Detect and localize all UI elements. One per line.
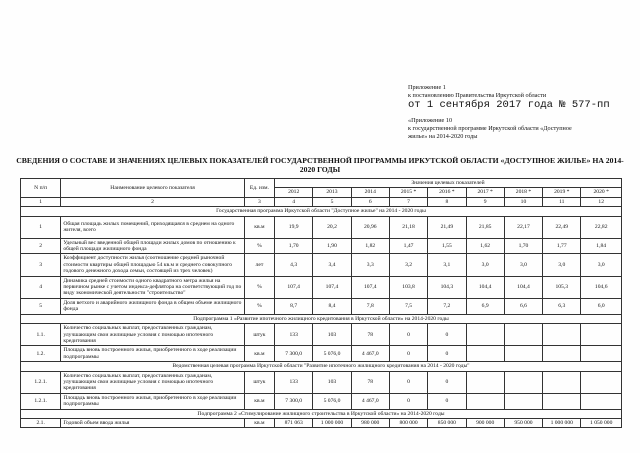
column-numbers-row xyxy=(21,197,622,206)
column-number-cell: 10 xyxy=(504,197,542,206)
indicator-name: Общая площадь жилых помещений, приходящаяся в среднем на одного жителя, всего xyxy=(61,216,244,238)
value-cell: 1,70 xyxy=(504,238,542,254)
value-cell: 0 xyxy=(428,324,466,346)
table-header-row xyxy=(21,179,622,188)
section-title: Государственная программа Иркутской области "Доступное жилье" на 2014 - 2020 годы xyxy=(21,207,622,216)
year-header-cell: 2017 * xyxy=(466,188,504,197)
unit-cell: кв.м xyxy=(244,418,274,427)
column-number-cell: 9 xyxy=(466,197,504,206)
decree-reference: к постановлению Правительства Иркутской области xyxy=(408,92,547,99)
table-row xyxy=(21,346,622,362)
value-cell: 871 063 xyxy=(275,418,313,427)
year-header-cell: 2015 * xyxy=(389,188,427,197)
value-cell: 7,2 xyxy=(428,298,466,314)
value-cell xyxy=(504,324,542,346)
value-cell: 22,17 xyxy=(504,216,542,238)
value-cell: 1,84 xyxy=(581,238,622,254)
value-cell: 7 300,0 xyxy=(275,393,313,409)
table-row xyxy=(21,238,622,254)
unit-cell: % xyxy=(244,276,274,298)
section-title: Подпрограмма 2 «Стимулирование жилищного строительства в Иркутской области» на 2014-2020 годы xyxy=(21,409,622,418)
header-unit: Ед. изм. xyxy=(244,179,274,198)
value-cell: 1,90 xyxy=(313,238,351,254)
indicator-name: Удельный вес введенной общей площади жилых домов по отношению к общей площади жилищного фонда xyxy=(61,238,244,254)
value-cell: 1 000 000 xyxy=(543,418,581,427)
value-cell: 7,5 xyxy=(389,298,427,314)
unit-cell: % xyxy=(244,298,274,314)
value-cell: 4 467,0 xyxy=(351,346,389,362)
value-cell: 0 xyxy=(389,346,427,362)
value-cell: 850 000 xyxy=(428,418,466,427)
indicator-name: Площадь вновь построенного жилья, приобретенного в ходе реализации подпрограммы xyxy=(61,346,244,362)
value-cell: 1,70 xyxy=(275,238,313,254)
column-number-cell: 1 xyxy=(21,197,61,206)
value-cell xyxy=(466,393,504,409)
section-row xyxy=(21,362,622,371)
value-cell: 8,7 xyxy=(275,298,313,314)
unit-cell: кв.м xyxy=(244,393,274,409)
value-cell: 950 000 xyxy=(504,418,542,427)
unit-cell: кв.м xyxy=(244,216,274,238)
value-cell: 107,4 xyxy=(275,276,313,298)
header-name: Наименование целевого показателя xyxy=(61,179,244,198)
column-number-cell: 12 xyxy=(581,197,622,206)
value-cell xyxy=(504,371,542,393)
value-cell xyxy=(543,346,581,362)
column-number-cell: 8 xyxy=(428,197,466,206)
value-cell: 103,8 xyxy=(389,276,427,298)
table-row xyxy=(21,371,622,393)
table-row xyxy=(21,276,622,298)
value-cell: 103 xyxy=(313,371,351,393)
value-cell: 0 xyxy=(428,371,466,393)
value-cell: 22,82 xyxy=(581,216,622,238)
value-cell: 3,1 xyxy=(428,254,466,276)
value-cell: 1 000 000 xyxy=(313,418,351,427)
value-cell: 0 xyxy=(389,324,427,346)
row-number: 4 xyxy=(21,276,61,298)
value-cell xyxy=(504,346,542,362)
appendix10-label: «Приложение 10 xyxy=(408,117,453,124)
indicator-name: Количество социальных выплат, предоставленных гражданам, улучшающим свои жилищные условия с помощью ипотечного кредитования xyxy=(61,324,244,346)
value-cell: 133 xyxy=(275,371,313,393)
year-header-cell: 2020 * xyxy=(581,188,622,197)
value-cell: 800 000 xyxy=(389,418,427,427)
table-row xyxy=(21,254,622,276)
value-cell xyxy=(581,371,622,393)
table-row xyxy=(21,324,622,346)
program-reference: к государственной программе Иркутской области «Доступное xyxy=(408,125,572,132)
value-cell: 0 xyxy=(389,393,427,409)
value-cell xyxy=(581,324,622,346)
approval-header xyxy=(408,84,628,141)
value-cell xyxy=(581,393,622,409)
value-cell xyxy=(581,346,622,362)
row-number: 1.2.1. xyxy=(21,393,61,409)
value-cell: 980 000 xyxy=(351,418,389,427)
row-number: 5 xyxy=(21,298,61,314)
column-number-cell: 6 xyxy=(351,197,389,206)
value-cell: 3,0 xyxy=(581,254,622,276)
unit-cell: % xyxy=(244,238,274,254)
decree-date-stamp: от 1 сентября 2017 года № 577-пп xyxy=(408,99,610,111)
section-row xyxy=(21,207,622,216)
value-cell: 6,9 xyxy=(466,298,504,314)
value-cell: 1,77 xyxy=(543,238,581,254)
unit-cell: кв.м xyxy=(244,346,274,362)
column-number-cell: 2 xyxy=(61,197,244,206)
indicator-name: Доля ветхого и аварийного жилищного фонда в общем объеме жилищного фонда xyxy=(61,298,244,314)
indicator-name: Динамика средней стоимости одного квадратного метра жилья на первичном рынке с учетом индекса-дефлятора на соответствующий год по виду экономической деятельности "строительство" xyxy=(61,276,244,298)
year-header-cell: 2012 xyxy=(275,188,313,197)
value-cell: 6,6 xyxy=(504,298,542,314)
value-cell: 3,0 xyxy=(504,254,542,276)
column-number-cell: 7 xyxy=(389,197,427,206)
value-cell: 107,4 xyxy=(313,276,351,298)
value-cell xyxy=(466,371,504,393)
value-cell: 5 076,0 xyxy=(313,346,351,362)
value-cell: 105,3 xyxy=(543,276,581,298)
value-cell: 6,0 xyxy=(581,298,622,314)
section-row xyxy=(21,409,622,418)
year-header-cell: 2014 xyxy=(351,188,389,197)
year-header-cell: 2016 * xyxy=(428,188,466,197)
row-number: 3 xyxy=(21,254,61,276)
indicator-name: Коэффициент доступности жилья (соотношение средней рыночной стоимости квартиры общей площадью 54 кв.м и среднего совокупного годового денежного дохода семьи, состоящей из трех человек) xyxy=(61,254,244,276)
value-cell: 21,49 xyxy=(428,216,466,238)
value-cell: 0 xyxy=(428,393,466,409)
value-cell: 20,96 xyxy=(351,216,389,238)
section-title: Подпрограмма 1 «Развитие ипотечного жилищного кредитования в Иркутской области» на 2014-2020 годы xyxy=(21,314,622,323)
value-cell: 104,3 xyxy=(428,276,466,298)
value-cell: 78 xyxy=(351,324,389,346)
value-cell xyxy=(504,393,542,409)
row-number: 1 xyxy=(21,216,61,238)
value-cell xyxy=(543,324,581,346)
row-number: 1.2.1. xyxy=(21,371,61,393)
value-cell: 133 xyxy=(275,324,313,346)
row-number: 1.1. xyxy=(21,324,61,346)
value-cell: 3,3 xyxy=(351,254,389,276)
value-cell xyxy=(543,371,581,393)
column-number-cell: 5 xyxy=(313,197,351,206)
value-cell: 78 xyxy=(351,371,389,393)
value-cell: 104,6 xyxy=(581,276,622,298)
value-cell: 4 467,0 xyxy=(351,393,389,409)
document-title: СВЕДЕНИЯ О СОСТАВЕ И ЗНАЧЕНИЯХ ЦЕЛЕВЫХ ПОКАЗАТЕЛЕЙ ГОСУДАРСТВЕННОЙ ПРОГРАММЫ ИРКУТСКОЙ ОБЛАСТИ «ДОСТУПНОЕ ЖИЛЬЕ» НА 2014-2020 ГОДЫ xyxy=(16,156,624,174)
value-cell: 3,4 xyxy=(313,254,351,276)
value-cell: 103 xyxy=(313,324,351,346)
value-cell: 107,4 xyxy=(351,276,389,298)
row-number: 2 xyxy=(21,238,61,254)
value-cell: 3,0 xyxy=(466,254,504,276)
value-cell: 900 000 xyxy=(466,418,504,427)
value-cell: 21,85 xyxy=(466,216,504,238)
value-cell: 104,4 xyxy=(466,276,504,298)
value-cell: 1 050 000 xyxy=(581,418,622,427)
value-cell: 0 xyxy=(389,371,427,393)
indicator-name: Количество социальных выплат, предоставленных гражданам, улучшающим свои жилищные условия с помощью ипотечного кредитования xyxy=(61,371,244,393)
value-cell: 20,2 xyxy=(313,216,351,238)
value-cell: 1,47 xyxy=(389,238,427,254)
value-cell: 1,55 xyxy=(428,238,466,254)
program-years: жилье» на 2014-2020 годы xyxy=(408,133,478,140)
value-cell xyxy=(466,324,504,346)
year-header-cell: 2013 xyxy=(313,188,351,197)
value-cell: 6,3 xyxy=(543,298,581,314)
unit-cell: штук xyxy=(244,324,274,346)
value-cell: 104,4 xyxy=(504,276,542,298)
value-cell: 1,62 xyxy=(466,238,504,254)
column-number-cell: 4 xyxy=(275,197,313,206)
value-cell: 5 076,0 xyxy=(313,393,351,409)
column-number-cell: 11 xyxy=(543,197,581,206)
column-number-cell: 3 xyxy=(244,197,274,206)
header-values: Значения целевых показателей xyxy=(275,179,622,188)
value-cell: 7 300,0 xyxy=(275,346,313,362)
year-header-cell: 2019 * xyxy=(543,188,581,197)
value-cell: 19,9 xyxy=(275,216,313,238)
unit-cell: лет xyxy=(244,254,274,276)
table-row xyxy=(21,298,622,314)
indicator-name: Годовой объем ввода жилья xyxy=(61,418,244,427)
value-cell: 22,49 xyxy=(543,216,581,238)
value-cell: 0 xyxy=(428,346,466,362)
section-row xyxy=(21,314,622,323)
value-cell: 3,0 xyxy=(543,254,581,276)
value-cell: 1,82 xyxy=(351,238,389,254)
value-cell: 7,8 xyxy=(351,298,389,314)
header-num: N п/п xyxy=(21,179,61,198)
value-cell xyxy=(543,393,581,409)
section-title: Ведомственная целевая программа Иркутской области "Развитие ипотечного жилищного кредитования на 2014 - 2020 годы" xyxy=(21,362,622,371)
table-row xyxy=(21,393,622,409)
value-cell: 8,4 xyxy=(313,298,351,314)
unit-cell: штук xyxy=(244,371,274,393)
value-cell: 21,18 xyxy=(389,216,427,238)
table-row xyxy=(21,418,622,427)
indicators-table xyxy=(20,178,622,428)
row-number: 1.2. xyxy=(21,346,61,362)
appendix-label: Приложение 1 xyxy=(408,84,446,91)
value-cell xyxy=(466,346,504,362)
value-cell: 3,2 xyxy=(389,254,427,276)
indicator-name: Площадь вновь построенного жилья, приобретенного в ходе реализации подпрограммы xyxy=(61,393,244,409)
table-row xyxy=(21,216,622,238)
row-number: 2.1. xyxy=(21,418,61,427)
year-header-cell: 2018 * xyxy=(504,188,542,197)
value-cell: 4,3 xyxy=(275,254,313,276)
